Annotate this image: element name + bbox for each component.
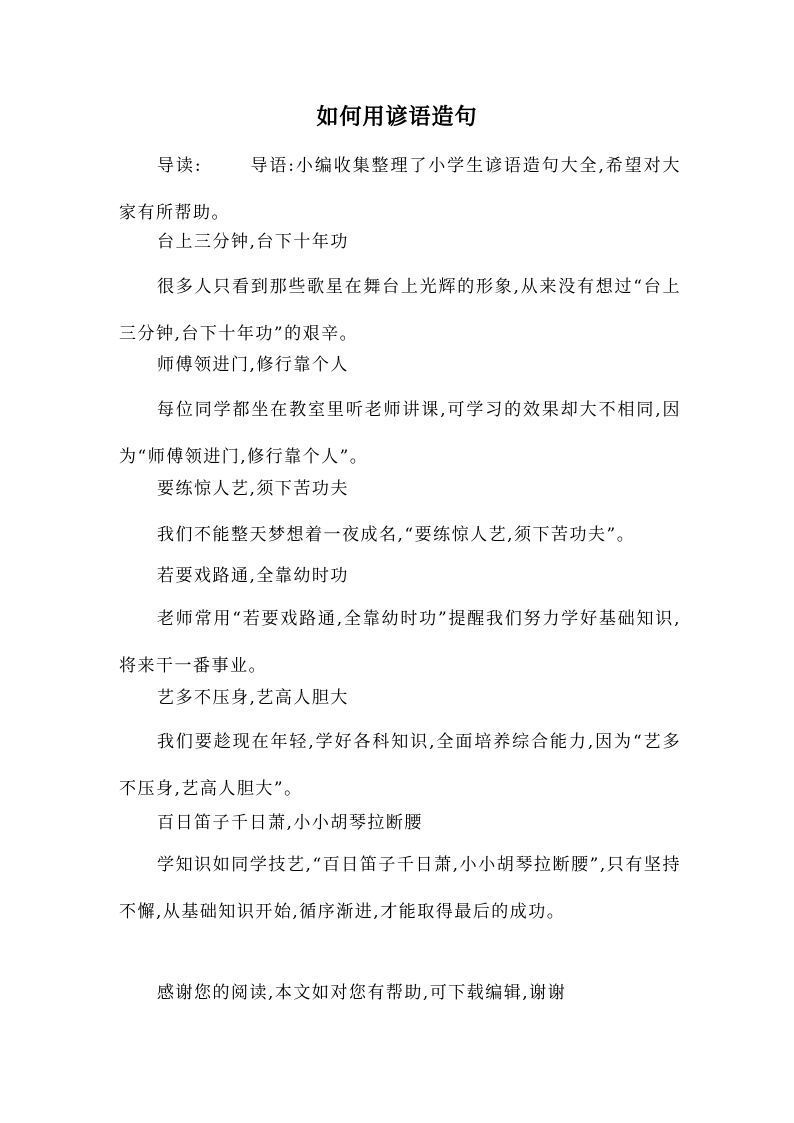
closing-note: 感谢您的阅读,本文如对您有帮助,可下载编辑,谢谢 bbox=[157, 983, 567, 1003]
section-body: 老师常用“若要戏路通,全靠幼时功”提醒我们努力学好基础知识,将来干一番事业。 bbox=[119, 609, 681, 676]
intro-text: 导语:小编收集整理了小学生谚语造句大全,希望对大家有所帮助。 bbox=[119, 156, 681, 223]
section-body: 学知识如同学技艺,“百日笛子千日萧,小小胡琴拉断腰”,只有坚持不懈,从基础知识开始,循序渐进,才能取得最后的成功。 bbox=[119, 855, 681, 922]
section-heading: 艺多不压身,艺高人胆大 bbox=[157, 688, 349, 708]
section-heading: 台上三分钟,台下十年功 bbox=[157, 232, 349, 252]
section-heading: 若要戏路通,全靠幼时功 bbox=[157, 566, 349, 586]
section-heading: 要练惊人艺,须下苦功夫 bbox=[157, 479, 349, 499]
section-body: 我们不能整天梦想着一夜成名,“要练惊人艺,须下苦功夫”。 bbox=[157, 525, 636, 545]
section-body: 我们要趁现在年轻,学好各科知识,全面培养综合能力,因为“艺多不压身,艺高人胆大”。 bbox=[119, 732, 681, 799]
section-body: 每位同学都坐在教室里听老师讲课,可学习的效果却大不相同,因为“师傅领进门,修行靠个人”。 bbox=[119, 400, 681, 467]
section-heading: 师傅领进门,修行靠个人 bbox=[157, 355, 349, 375]
section-body: 很多人只看到那些歌星在舞台上光辉的形象,从来没有想过“台上三分钟,台下十年功”的艰辛。 bbox=[119, 277, 681, 344]
document-title: 如何用谚语造句 bbox=[316, 104, 478, 130]
section-heading: 百日笛子千日萧,小小胡琴拉断腰 bbox=[157, 813, 423, 833]
intro-label: 导读: bbox=[157, 156, 203, 176]
